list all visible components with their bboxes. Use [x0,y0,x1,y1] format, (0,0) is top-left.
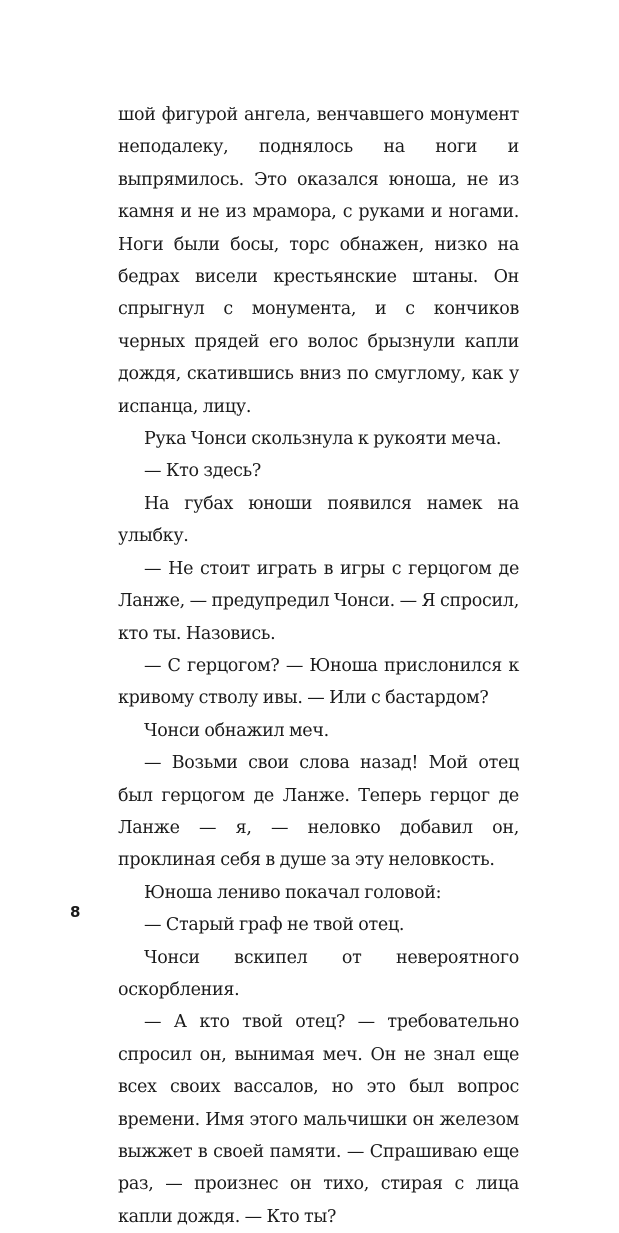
paragraph: — Возьми свои слова назад! Мой отец был герцогом де Ланже. Теперь герцог де Ланже — я, — неловко добавил он, проклиная себя в душе за эту неловкость. [118,753,519,871]
paragraph: Чонси обнажил меч. [144,720,329,741]
paragraph: — Старый граф не твой отец. [144,915,405,936]
paragraph: — А кто твой отец? — требовательно спросил он, вынимая меч. Он не знал еще всех своих вассалов, но это был вопрос времени. Имя этого мальчишки он железом выжжет в своей памяти. — Спрашиваю еще раз, — произнес он тихо, стирая с лица капли дождя. — Кто ты? [118,1012,519,1227]
body-text [118,99,519,1233]
paragraph: Чонси вскипел от невероятного оскорбления. [118,947,519,1000]
paragraph: — Не стоит играть в игры с герцогом де Ланже, — предупредил Чонси. — Я спросил, кто ты. Назовись. [118,558,519,644]
page-number: 8 [70,903,81,921]
paragraph: Рука Чонси скользнула к рукояти меча. [144,429,502,450]
paragraph: На губах юноши появился намек на улыбку. [118,493,519,547]
paragraph: Юноша лениво покачал головой: [144,882,442,903]
paragraph: — С герцогом? — Юноша прислонился к кривому стволу ивы. — Или с бастардом? [118,655,519,709]
paragraph: — Кто здесь? [144,461,261,482]
paragraph: шой фигурой ангела, венчавшего монумент неподалеку, поднялось на ноги и выпрямилось. Это оказался юноша, не из камня и не из мрамора, с руками и ногами. Ноги были босы, торс обнажен, низко на бедрах висели крестьянские штаны. Он спрыгнул с монумента, и с кончиков черных прядей его волос брызнули капли дождя, скатившись вниз по смуглому, как у испанца, лицу. [118,105,519,417]
